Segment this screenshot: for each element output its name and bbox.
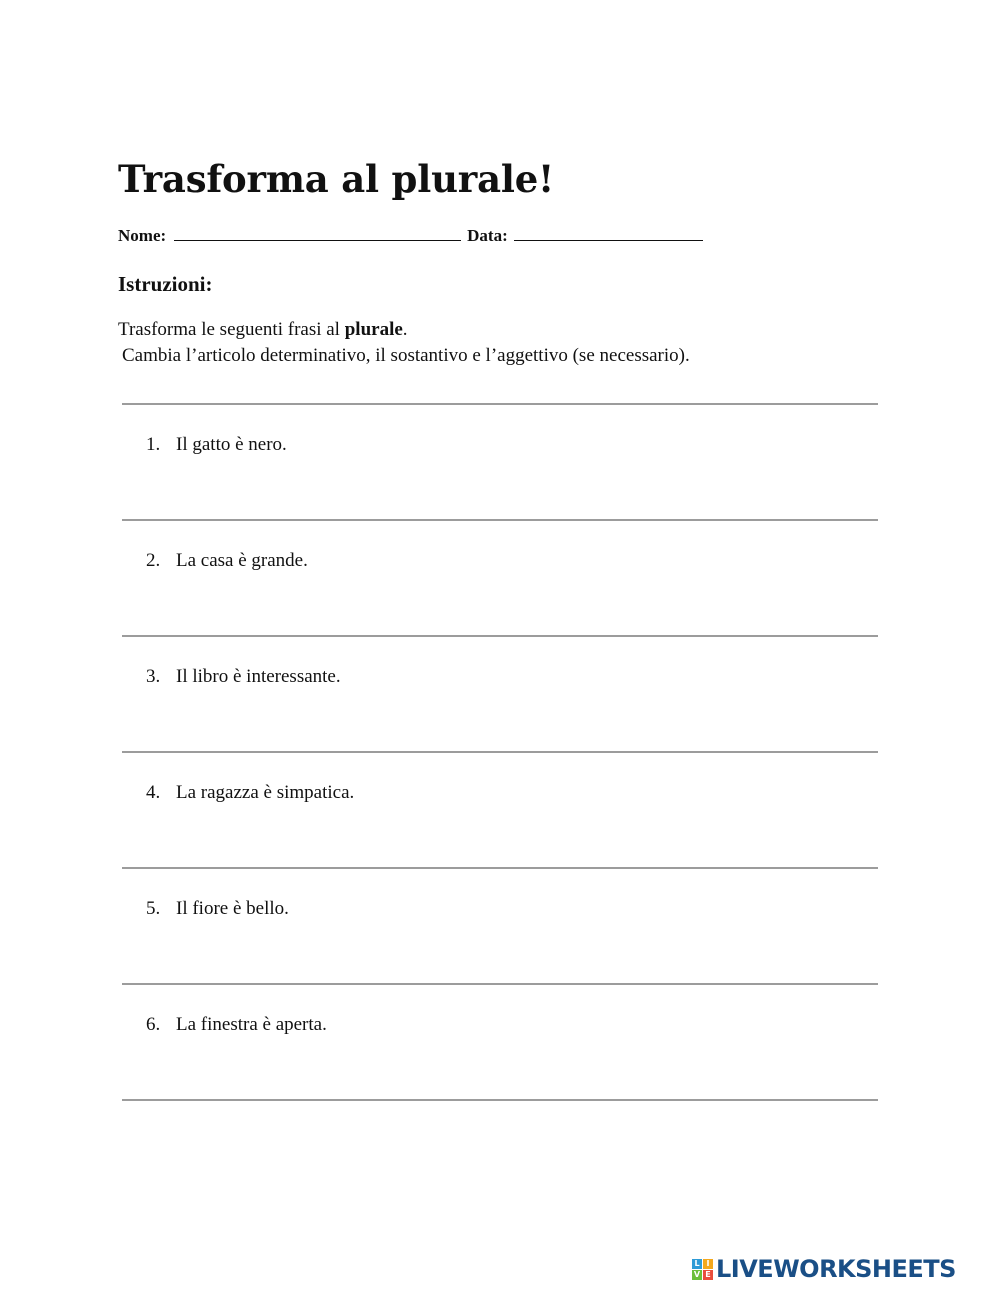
answer-line-5[interactable] xyxy=(122,983,878,985)
answer-line-2[interactable] xyxy=(122,635,878,637)
item-number: 4. xyxy=(146,782,161,803)
item-number: 3. xyxy=(146,666,161,687)
instructions-line-1-suffix: . xyxy=(402,319,408,340)
logo-wordmark: LIVEWORKSHEETS xyxy=(716,1255,956,1283)
item-number: 6. xyxy=(146,1014,161,1035)
instructions-line-1 xyxy=(118,317,408,343)
item-sentence: Il gatto è nero. xyxy=(176,434,287,455)
item-sentence: La finestra è aperta. xyxy=(176,1014,327,1035)
liveworksheets-mark-icon xyxy=(692,1259,713,1280)
name-date-fields xyxy=(118,224,703,248)
worksheet-title: Trasforma al plurale! xyxy=(118,157,555,201)
exercise-item-2 xyxy=(146,548,308,574)
exercise-item-3 xyxy=(146,664,341,690)
divider-line xyxy=(122,403,878,405)
name-label: Nome: xyxy=(118,226,167,245)
logo-mark-letter: V xyxy=(693,1269,701,1279)
date-label: Data: xyxy=(467,226,508,245)
liveworksheets-logo xyxy=(692,1254,956,1284)
item-sentence: La casa è grande. xyxy=(176,550,308,571)
logo-mark-letter: E xyxy=(703,1270,713,1280)
instructions-keyword: plurale xyxy=(344,319,403,340)
date-blank-line[interactable] xyxy=(514,224,703,241)
exercise-item-5 xyxy=(146,896,289,922)
item-number: 5. xyxy=(146,898,161,919)
item-number: 2. xyxy=(146,550,161,571)
answer-line-6[interactable] xyxy=(122,1099,878,1101)
item-sentence: Il fiore è bello. xyxy=(176,898,289,919)
exercise-item-1 xyxy=(146,432,287,458)
instructions-line-2: Cambia l’articolo determinativo, il sostantivo e l’aggettivo (se necessario). xyxy=(122,345,690,366)
answer-line-4[interactable] xyxy=(122,867,878,869)
logo-mark-letter: I xyxy=(703,1259,713,1269)
answer-line-1[interactable] xyxy=(122,519,878,521)
instructions-heading: Istruzioni: xyxy=(118,272,213,296)
answer-line-3[interactable] xyxy=(122,751,878,753)
name-blank-line[interactable] xyxy=(174,224,461,241)
exercise-item-6 xyxy=(146,1012,327,1038)
item-sentence: Il libro è interessante. xyxy=(176,666,341,687)
item-sentence: La ragazza è simpatica. xyxy=(176,782,355,803)
item-number: 1. xyxy=(146,434,161,455)
instructions-line-1-prefix: Trasforma le seguenti frasi al xyxy=(118,319,345,340)
exercise-item-4 xyxy=(146,780,354,806)
logo-mark-letter: L xyxy=(692,1259,702,1269)
